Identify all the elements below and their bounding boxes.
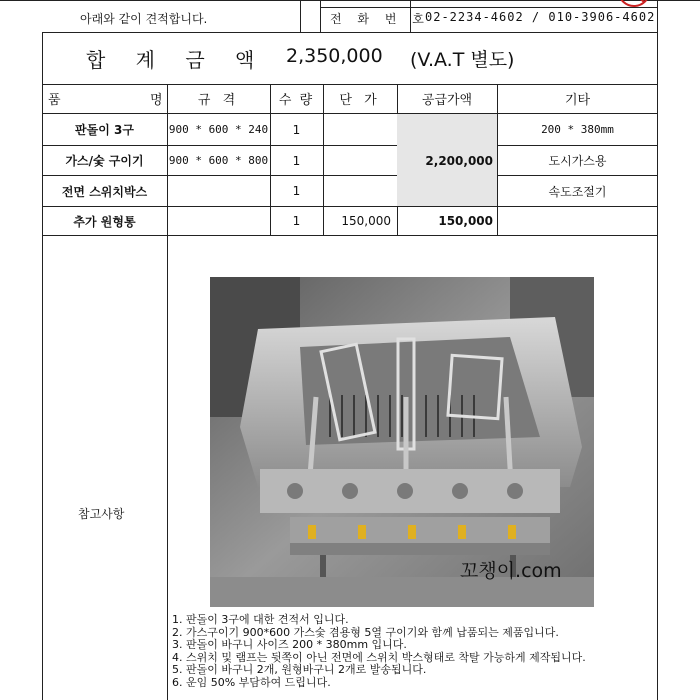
row3-etc: 속도조절기 (548, 184, 607, 199)
row1-item: 판돌이 3구 (75, 123, 134, 137)
row4-unit-price: 150,000 (341, 214, 391, 228)
header-etc: 기타 (564, 93, 591, 108)
row4-item: 추가 원형통 (73, 214, 136, 229)
row2-etc: 도시가스용 (548, 154, 607, 168)
note-line: 2. 가스구이기 900*600 가스숯 겸용형 5열 구이기와 함께 납품되는 제품입니다. (172, 625, 559, 639)
table-line (42, 235, 658, 236)
top-divider (320, 0, 321, 32)
total-note: (V.A.T 별도) (410, 49, 515, 71)
row4-qty: 1 (292, 214, 301, 228)
total-label: 합 계 금 액 (86, 48, 267, 72)
row1-spec: 900 * 600 * 240 (168, 123, 269, 136)
notes-list (172, 614, 586, 689)
top-divider (300, 0, 301, 32)
row4-supply: 150,000 (438, 214, 493, 228)
top-divider (657, 0, 658, 32)
row3-qty: 1 (292, 184, 301, 198)
top-border (0, 0, 700, 1)
header-qty: 수 량 (278, 93, 315, 108)
phone-value: 02-2234-4602 / 010-3906-4602 (425, 10, 656, 24)
row2-spec: 900 * 600 * 800 (168, 154, 269, 167)
seal-stamp (614, 0, 654, 8)
row3-item: 전면 스위치박스 (61, 184, 148, 199)
header-spec: 규 격 (197, 93, 240, 108)
total-amount: 2,350,000 (286, 45, 383, 67)
header-item-end: 명 (150, 93, 163, 108)
phone-label: 전 화 번 호 (330, 12, 430, 26)
watermark-text: 꼬챙이.com (460, 560, 562, 582)
row2-supply: 2,200,000 (425, 153, 493, 168)
row1-qty: 1 (292, 122, 301, 137)
top-divider (42, 32, 658, 33)
remarks-label: 참고사항 (78, 507, 125, 521)
table-line (167, 84, 168, 700)
note-line: 3. 판돌이 바구니 사이즈 200 * 380mm 입니다. (172, 638, 407, 651)
intro-text: 아래와 같이 견적합니다. (80, 12, 208, 26)
note-line: 5. 판돌이 바구니 2개, 원형바구니 2개로 발송됩니다. (172, 663, 427, 676)
note-line: 1. 판돌이 3구에 대한 견적서 입니다. (172, 613, 349, 626)
row1-etc: 200 * 380mm (541, 123, 614, 136)
header-supply: 공급가액 (421, 93, 473, 108)
note-line: 6. 운임 50% 부담하여 드립니다. (172, 675, 331, 689)
top-divider (320, 7, 657, 8)
header-unit-price: 단 가 (339, 93, 381, 108)
table-line (42, 84, 658, 85)
header-item: 품 (48, 93, 61, 108)
product-photo (210, 277, 594, 607)
row2-qty: 1 (292, 153, 301, 168)
note-line: 4. 스위치 및 램프는 뒷쪽이 아닌 전면에 스위치 박스형태로 착탈 가능하게 제작됩니다. (172, 650, 586, 664)
row2-item: 가스/숯 구이기 (65, 154, 144, 168)
